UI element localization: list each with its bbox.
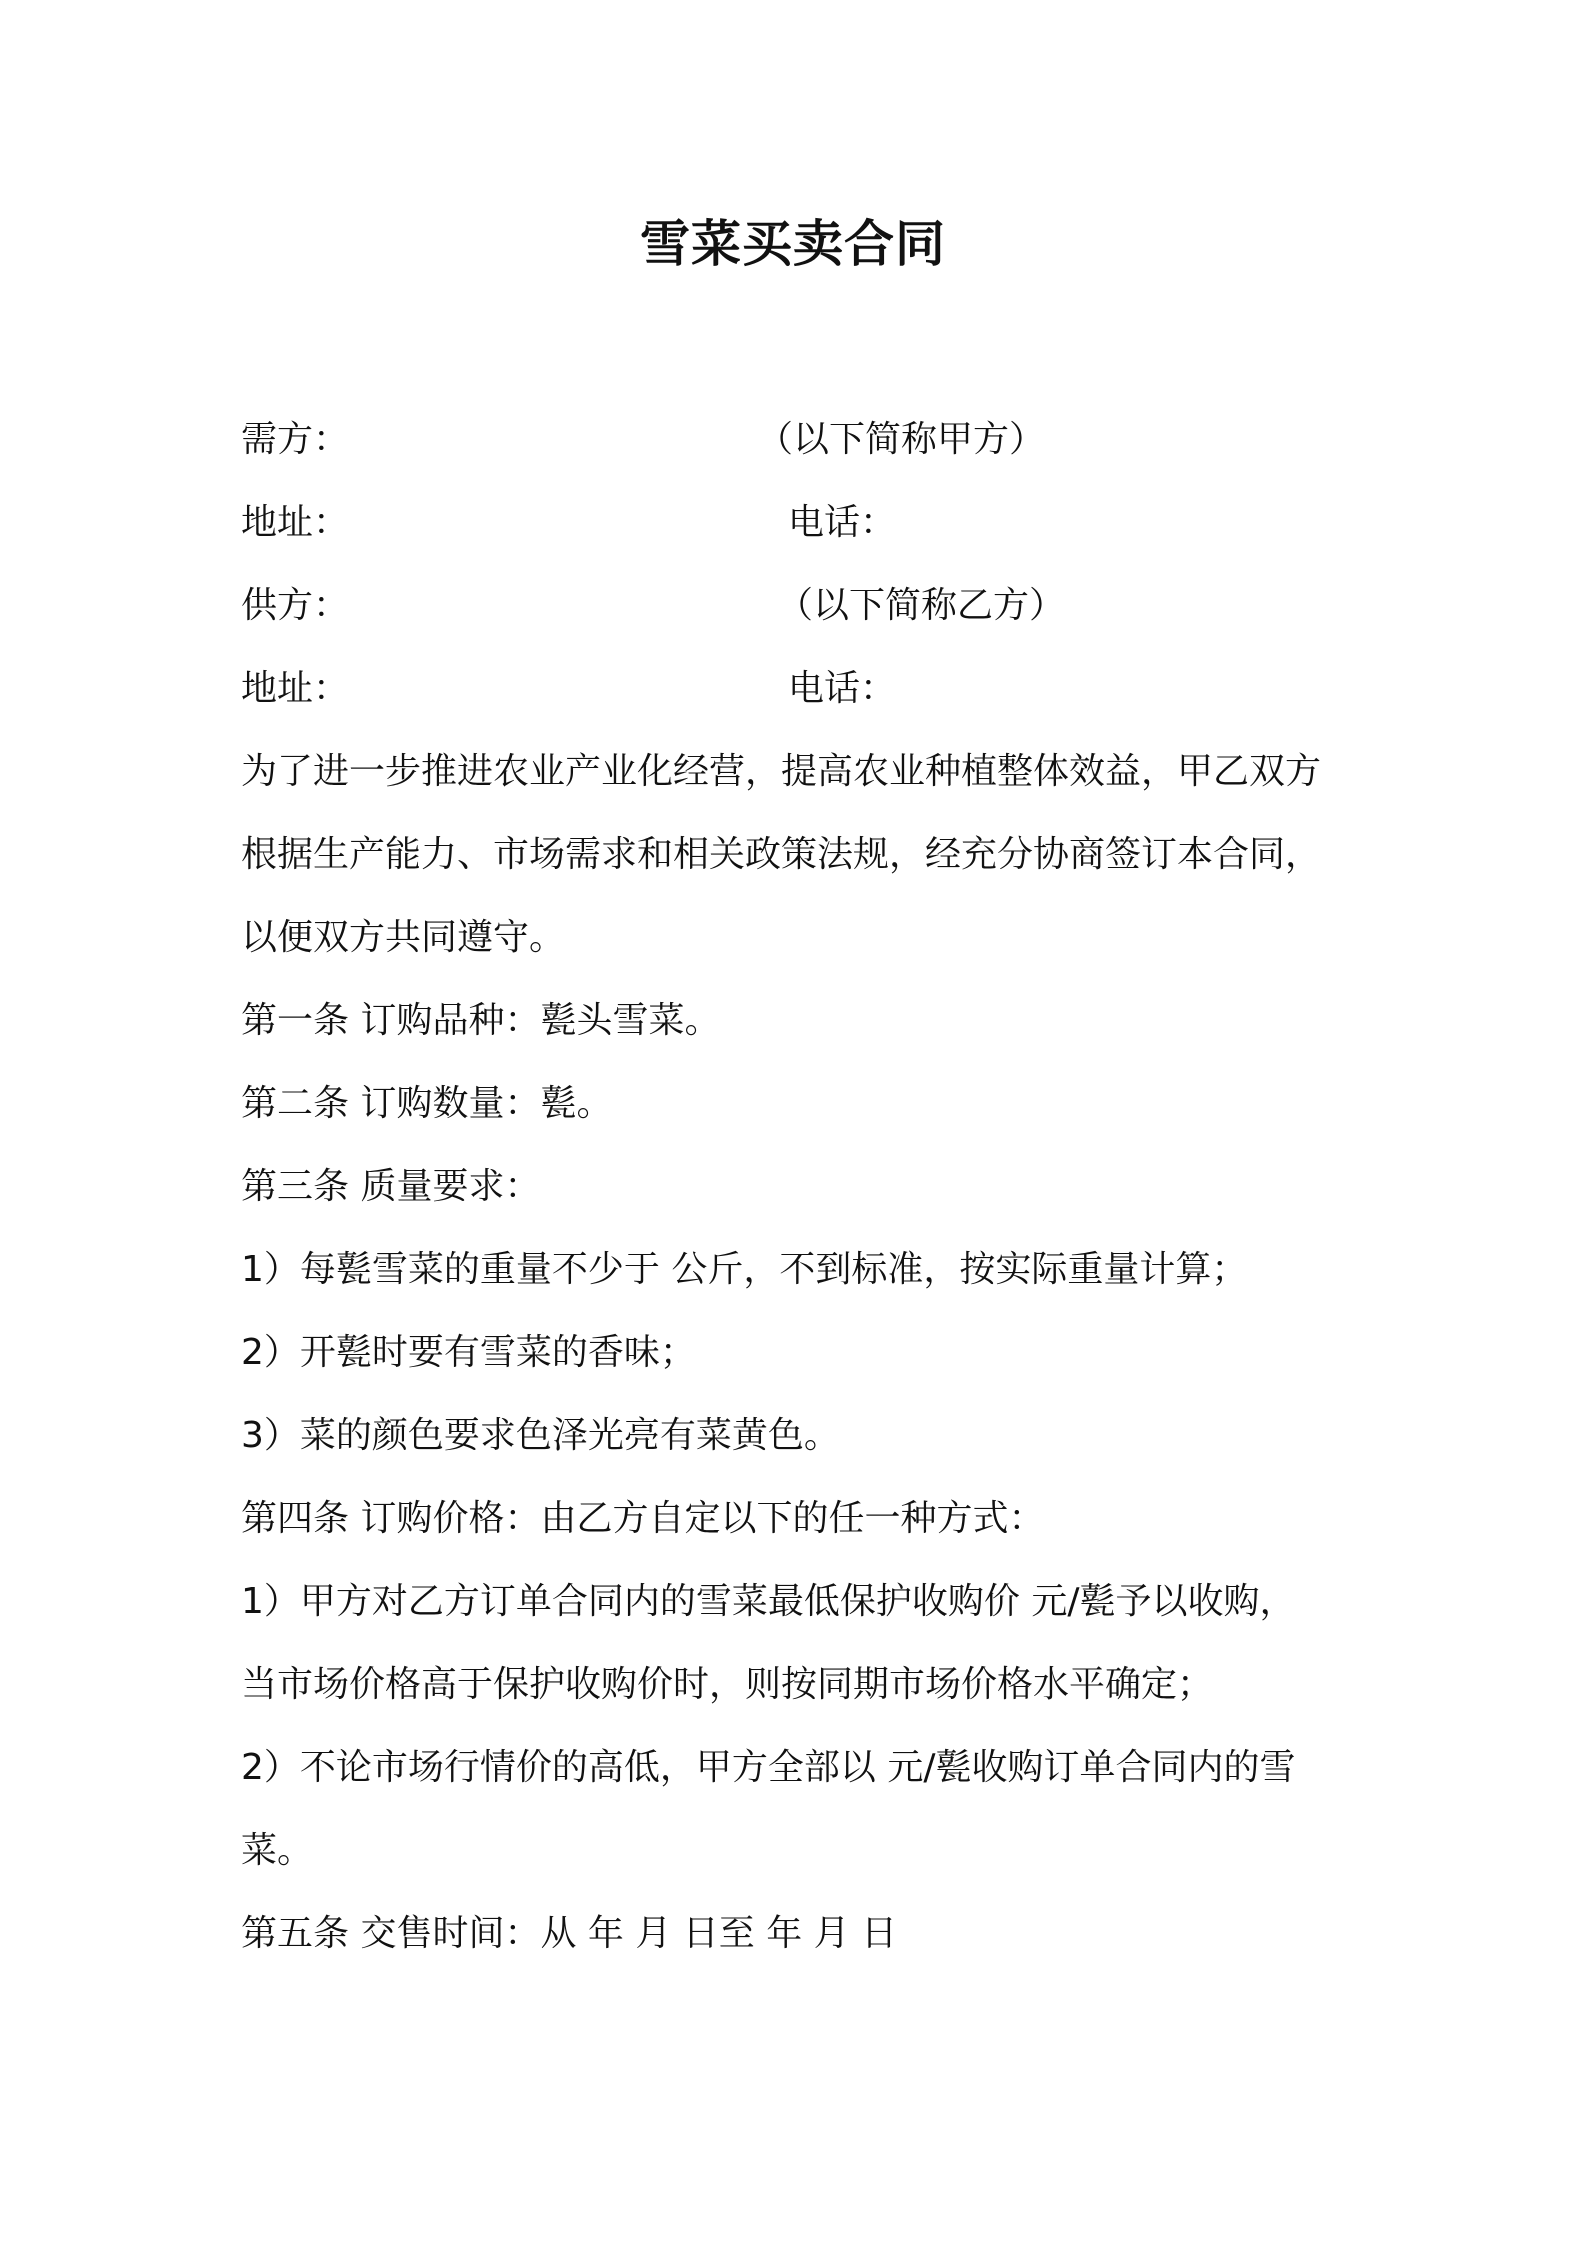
seller-address-label: 地址： <box>241 668 350 709</box>
article-3-item-2: 2）开甏时要有雪菜的香味； <box>241 1332 696 1373</box>
buyer-phone-label: 电话： <box>788 502 897 543</box>
buyer-label: 需方： <box>241 419 350 460</box>
article-4-item-2: 2）不论市场行情价的高低，甲方全部以 元/甏收购订单合同内的雪 <box>241 1747 1296 1788</box>
article-5: 第五条 交售时间：从 年 月 日至 年 月 日 <box>241 1913 898 1954</box>
article-4-item-1: 1）甲方对乙方订单合同内的雪菜最低保护收购价 元/甏予以收购， <box>241 1581 1296 1622</box>
intro-line-2: 根据生产能力、市场需求和相关政策法规，经充分协商签订本合同， <box>241 834 1322 875</box>
seller-label: 供方： <box>241 585 350 626</box>
article-3-item-3: 3）菜的颜色要求色泽光亮有菜黄色。 <box>241 1415 840 1456</box>
intro-line-3: 以便双方共同遵守。 <box>241 917 566 958</box>
article-1: 第一条 订购品种：甏头雪菜。 <box>241 1000 721 1041</box>
article-4-item-2-cont: 菜。 <box>241 1830 314 1871</box>
article-4: 第四条 订购价格：由乙方自定以下的任一种方式： <box>241 1498 1045 1539</box>
intro-line-1: 为了进一步推进农业产业化经营，提高农业种植整体效益，甲乙双方 <box>241 751 1322 792</box>
seller-phone-label: 电话： <box>788 668 897 709</box>
article-3-item-1: 1）每甏雪菜的重量不少于 公斤，不到标准，按实际重量计算； <box>241 1249 1248 1290</box>
document-title: 雪菜买卖合同 <box>640 215 946 273</box>
buyer-alias: （以下简称甲方） <box>757 419 1046 460</box>
article-4-item-1-cont: 当市场价格高于保护收购价时，则按同期市场价格水平确定； <box>241 1664 1214 1705</box>
article-3: 第三条 质量要求： <box>241 1166 541 1207</box>
seller-alias: （以下简称乙方） <box>777 585 1066 626</box>
buyer-address-label: 地址： <box>241 502 350 543</box>
article-2: 第二条 订购数量：甏。 <box>241 1083 613 1124</box>
